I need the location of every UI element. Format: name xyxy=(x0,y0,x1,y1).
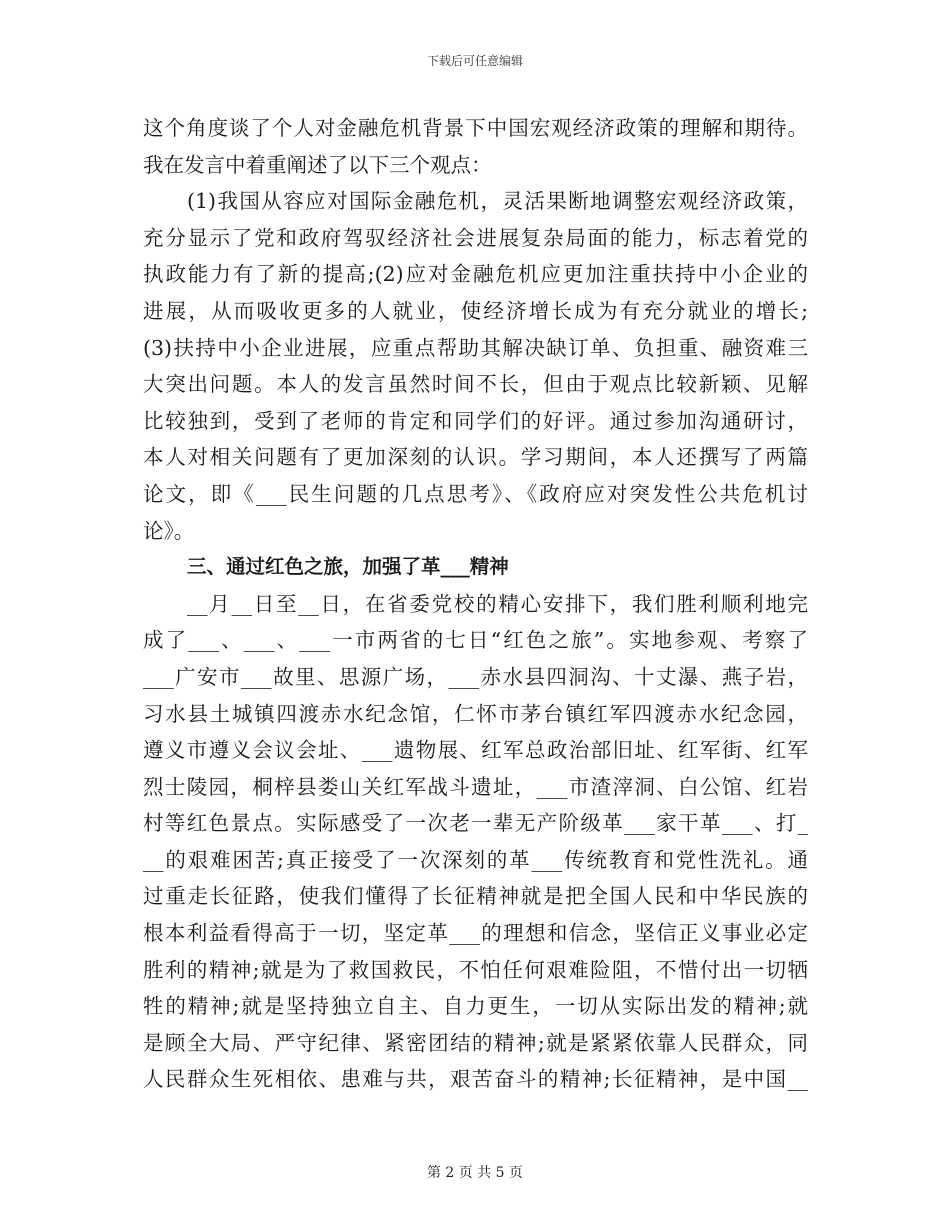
section-heading: 三、通过红色之旅，加强了革___精神 xyxy=(187,555,509,579)
document-body xyxy=(143,110,808,1098)
page-header: 下载后可任意编辑 xyxy=(426,54,523,68)
text-line: 论》。 xyxy=(143,518,195,543)
text-line: __月__日至__日，在省委党校的精心安排下，我们胜利顺利地完 xyxy=(187,591,808,616)
text-line: 这个角度谈了个人对金融危机背景下中国宏观经济政策的理解和期待。 xyxy=(143,116,808,140)
text-line: 执政能力有了新的提高;(2)应对金融危机应更加注重扶持中小企业的 xyxy=(143,262,808,287)
page-footer: 第 2 页 共 5 页 xyxy=(426,1165,524,1181)
text-line: 成了___、___、___一市两省的七日“红色之旅”。实地参观、考察了 xyxy=(143,628,808,653)
text-line: 习水县土城镇四渡赤水纪念馆，仁怀市茅台镇红军四渡赤水纪念园， xyxy=(143,701,808,726)
text-line: 进展，从而吸收更多的人就业，使经济增长成为有充分就业的增长; xyxy=(143,298,808,323)
text-line: 我在发言中着重阐述了以下三个观点： xyxy=(143,152,492,177)
text-line: __的艰难困苦;真正接受了一次深刻的革___传统教育和党性洗礼。通 xyxy=(143,847,808,872)
text-line: 胜利的精神;就是为了救国救民，不怕任何艰难险阻，不惜付出一切牺 xyxy=(143,957,808,982)
text-line: 根本利益看得高于一切，坚定革___的理想和信念，坚信正义事业必定 xyxy=(143,921,808,946)
text-line: 过重走长征路，使我们懂得了长征精神就是把全国人民和中华民族的 xyxy=(143,884,808,909)
text-line: ___广安市___故里、思源广场，___赤水县四洞沟、十丈瀑、燕子岩， xyxy=(143,664,808,689)
text-line: 村等红色景点。实际感受了一次老一辈无产阶级革___家干革___、打_ xyxy=(143,811,808,836)
text-line: 充分显示了党和政府驾驭经济社会进展复杂局面的能力，标志着党的 xyxy=(143,225,808,250)
text-line: (3)扶持中小企业进展，应重点帮助其解决缺订单、负担重、融资难三 xyxy=(143,335,808,360)
text-line: 人民群众生死相依、患难与共，艰苦奋斗的精神;长征精神，是中国__ xyxy=(143,1067,808,1092)
text-line: 烈士陵园，桐梓县娄山关红军战斗遗址，___市渣滓洞、白公馆、红岩 xyxy=(143,774,808,799)
text-line: 是顾全大局、严守纪律、紧密团结的精神;就是紧紧依靠人民群众，同 xyxy=(143,1030,808,1055)
text-line: 大突出问题。本人的发言虽然时间不长，但由于观点比较新颖、见解 xyxy=(143,372,808,397)
text-line: 论文，即《___民生问题的几点思考》、《政府应对突发性公共危机讨 xyxy=(143,481,808,506)
text-line: 本人对相关问题有了更加深刻的认识。学习期间，本人还撰写了两篇 xyxy=(143,445,808,470)
text-line: 遵义市遵义会议会址、___遗物展、红军总政治部旧址、红军街、红军 xyxy=(143,738,808,763)
text-line: 比较独到，受到了老师的肯定和同学们的好评。通过参加沟通研讨， xyxy=(143,408,808,433)
text-line: (1)我国从容应对国际金融危机，灵活果断地调整宏观经济政策， xyxy=(187,189,808,214)
text-line: 牲的精神;就是坚持独立自主、自力更生，一切从实际出发的精神;就 xyxy=(143,994,808,1019)
